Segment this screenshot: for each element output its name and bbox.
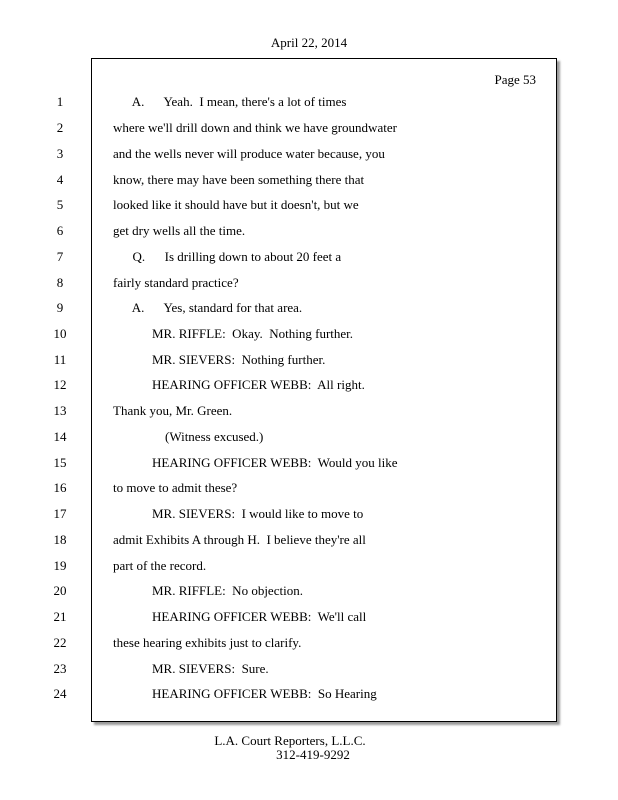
line-number: 1 — [56, 94, 64, 109]
line-number: 5 — [56, 197, 64, 212]
transcript-line: MR. RIFFLE: No objection. — [113, 583, 303, 598]
transcript-line: HEARING OFFICER WEBB: So Hearing — [113, 686, 377, 701]
line-number: 9 — [56, 300, 64, 315]
transcript-line: fairly standard practice? — [113, 275, 239, 290]
transcript-line: A. Yeah. I mean, there's a lot of times — [113, 94, 347, 109]
transcript-line: Thank you, Mr. Green. — [113, 403, 233, 418]
line-number: 13 — [53, 403, 67, 418]
transcript-line: MR. SIEVERS: Sure. — [113, 661, 269, 676]
line-number: 4 — [56, 172, 64, 187]
line-number: 6 — [56, 223, 64, 238]
transcript-line: looked like it should have but it doesn't, but we — [113, 197, 359, 212]
line-number: 19 — [53, 558, 67, 573]
transcript-line: MR. SIEVERS: Nothing further. — [113, 352, 326, 367]
transcript-line: HEARING OFFICER WEBB: All right. — [113, 377, 365, 392]
line-number: 24 — [53, 686, 67, 701]
line-number: 2 — [56, 120, 64, 135]
transcript-line: HEARING OFFICER WEBB: Would you like — [113, 455, 398, 470]
transcript-line: MR. SIEVERS: I would like to move to — [113, 506, 364, 521]
transcript-line: where we'll drill down and think we have groundwater — [113, 120, 397, 135]
line-number: 23 — [53, 661, 67, 676]
transcript-line: Q. Is drilling down to about 20 feet a — [113, 249, 342, 264]
line-number: 15 — [53, 455, 67, 470]
reporter-phone: 312-419-9292 — [276, 747, 350, 762]
transcript-line: part of the record. — [113, 558, 207, 573]
line-number: 22 — [53, 635, 67, 650]
line-number: 17 — [53, 506, 67, 521]
line-number: 14 — [53, 429, 67, 444]
line-number: 16 — [53, 480, 67, 495]
transcript-line: these hearing exhibits just to clarify. — [113, 635, 302, 650]
line-number: 21 — [53, 609, 67, 624]
line-number: 8 — [56, 275, 64, 290]
transcript-line: to move to admit these? — [113, 480, 238, 495]
line-number: 11 — [53, 352, 67, 367]
transcript-line: (Witness excused.) — [113, 429, 264, 444]
line-number: 3 — [56, 146, 64, 161]
line-number: 12 — [53, 377, 67, 392]
line-number: 20 — [53, 583, 67, 598]
transcript-line: MR. RIFFLE: Okay. Nothing further. — [113, 326, 354, 341]
transcript-line: admit Exhibits A through H. I believe they're all — [113, 532, 366, 547]
reporter-company: L.A. Court Reporters, L.L.C. — [214, 733, 366, 748]
transcript-date: April 22, 2014 — [270, 35, 348, 50]
transcript-line: get dry wells all the time. — [113, 223, 246, 238]
transcript-line: and the wells never will produce water because, you — [113, 146, 385, 161]
transcript-line: A. Yes, standard for that area. — [113, 300, 303, 315]
line-number: 10 — [53, 326, 67, 341]
page-number: Page 53 — [494, 72, 536, 87]
transcript-line: HEARING OFFICER WEBB: We'll call — [113, 609, 367, 624]
transcript-line: know, there may have been something there that — [113, 172, 365, 187]
line-number: 7 — [56, 249, 64, 264]
line-number: 18 — [53, 532, 67, 547]
